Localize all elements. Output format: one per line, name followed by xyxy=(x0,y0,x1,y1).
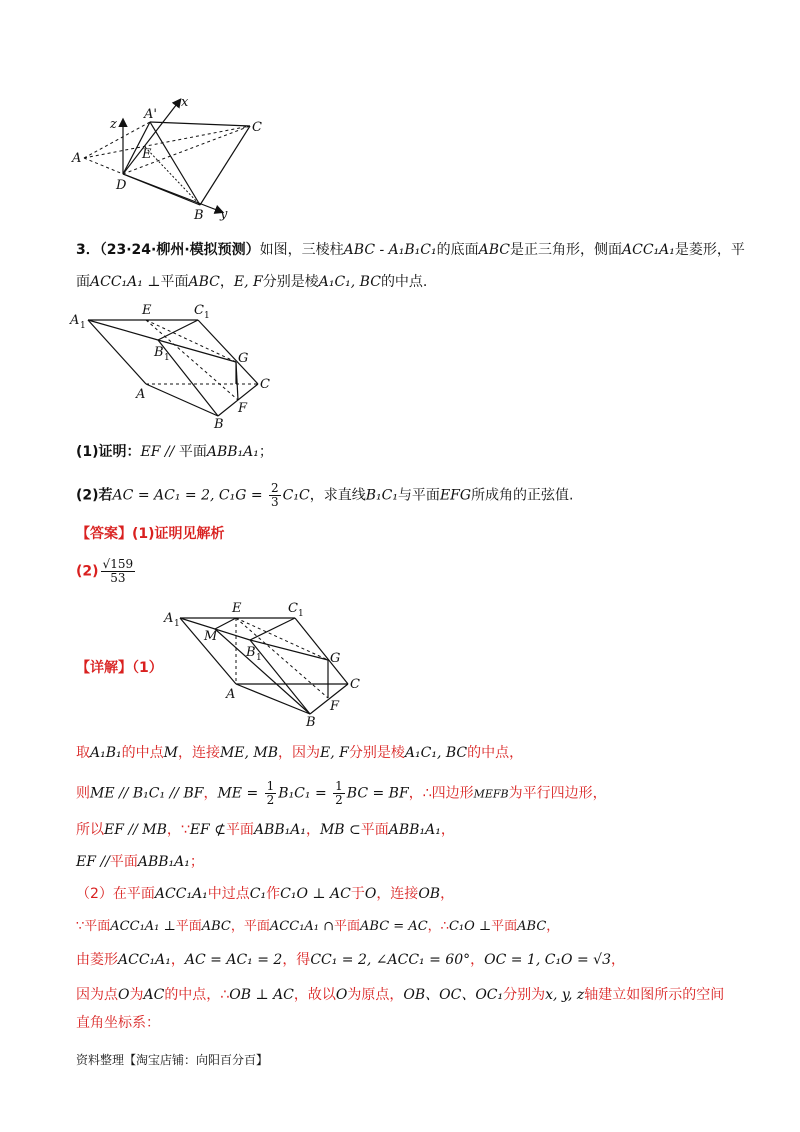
math: ME = xyxy=(217,785,263,802)
math: B₁C₁ = xyxy=(278,785,332,802)
detail-label: 【详解】 xyxy=(76,660,132,676)
detail-line-3 xyxy=(76,820,455,840)
label-a-prime: A' xyxy=(144,107,157,122)
text: ， xyxy=(170,952,185,968)
math: A₁B₁ xyxy=(90,745,122,761)
label-f: F xyxy=(330,699,340,714)
detail-line-9 xyxy=(76,1013,160,1033)
math: A₁C₁, BC xyxy=(318,274,381,290)
math: B₁C₁ xyxy=(365,487,398,504)
detail-line-2 xyxy=(76,780,607,807)
denominator: 2 xyxy=(335,793,343,807)
answer-fraction xyxy=(101,558,136,585)
text: ； xyxy=(258,444,273,460)
text: 如图，三棱柱 xyxy=(259,242,344,258)
text: 由菱形 xyxy=(76,952,118,968)
text: 平面 xyxy=(160,274,189,290)
label-d: D xyxy=(116,178,127,193)
answer-part2 xyxy=(76,558,137,585)
label-f: F xyxy=(238,401,248,416)
label-a: A xyxy=(72,151,82,166)
math: ACC₁A₁ ∩ xyxy=(269,919,335,934)
figure-prism xyxy=(68,298,288,430)
math: OC = 1, C₁O = √3 xyxy=(484,952,611,968)
math: ACC₁A₁ ⊥ xyxy=(110,919,176,934)
problem-source: （23·24·柳州·模拟预测） xyxy=(99,242,260,258)
math: ACC₁A₁ xyxy=(118,952,171,968)
text: 为 xyxy=(129,987,144,1003)
math: E, F xyxy=(233,274,263,290)
numerator: √159 xyxy=(102,557,134,571)
math: O xyxy=(118,987,130,1003)
math: O xyxy=(364,886,377,902)
math: MB ⊂ xyxy=(319,822,361,838)
text: 为原点， xyxy=(347,987,404,1003)
detail-line-4 xyxy=(76,852,204,872)
label-z: z xyxy=(110,117,117,132)
math: ME // B₁C₁ // BF xyxy=(90,785,204,802)
detail-header xyxy=(76,658,163,678)
text: 的底面 xyxy=(436,242,479,258)
math: C₁O ⊥ xyxy=(448,919,492,934)
math: CC₁ = 2, ∠ACC₁ = 60° xyxy=(310,952,471,968)
math: EFG xyxy=(439,487,472,504)
math: ACC₁A₁ xyxy=(622,242,675,258)
math: OB xyxy=(418,886,441,902)
text: 为平行四边形， xyxy=(508,785,607,802)
label-c: C xyxy=(252,120,262,135)
label-c: C xyxy=(350,677,360,692)
text: (2) xyxy=(76,563,99,580)
label-b: B xyxy=(306,715,316,730)
text: ， xyxy=(440,886,455,902)
text: ，∴ xyxy=(427,919,449,934)
subscript: 1 xyxy=(80,321,86,331)
math: AC = AC₁ = 2 xyxy=(184,952,283,968)
text: ，∵ xyxy=(166,822,190,838)
detail-part: （1） xyxy=(132,660,163,676)
label-a1: A xyxy=(70,313,80,328)
math: A₁C₁, BC xyxy=(404,745,468,761)
math: ABC - A₁B₁C₁ xyxy=(343,242,437,258)
math: x, y, z xyxy=(545,987,585,1003)
text: 作 xyxy=(266,886,281,902)
math: EF // xyxy=(140,444,179,460)
answer-part1: (1)证明见解析 xyxy=(132,526,225,542)
label-c1: C xyxy=(194,303,204,318)
text: ，因为 xyxy=(278,745,321,761)
problem-line-1 xyxy=(76,240,745,260)
label-b: B xyxy=(214,417,224,430)
math: ABB₁A₁ xyxy=(206,444,259,460)
text: 平面 xyxy=(175,919,202,934)
text: 的中点 xyxy=(121,745,164,761)
text: 直角坐标系： xyxy=(76,1015,160,1031)
text: 所成角的正弦值. xyxy=(471,487,574,504)
math: C₁ xyxy=(249,886,267,902)
label-b1: B xyxy=(246,645,256,660)
detail-line-6 xyxy=(76,917,559,937)
label-a: A xyxy=(136,387,146,402)
text: 所以 xyxy=(76,822,104,838)
detail-line-5 xyxy=(76,884,454,904)
math: AC xyxy=(143,987,165,1003)
text: ， xyxy=(305,822,320,838)
text: 中过点 xyxy=(207,886,250,902)
detail-line-1 xyxy=(76,743,523,763)
figure-coordinate-pyramid xyxy=(70,92,280,222)
math: ACC₁A₁ xyxy=(154,886,208,902)
math: MEFB xyxy=(473,787,509,801)
text: 的中点. xyxy=(380,274,428,290)
label-e: E xyxy=(142,147,152,162)
math: ACC₁A₁ ⊥ xyxy=(90,274,161,290)
denominator: 3 xyxy=(271,495,279,509)
math: OB、OC、OC₁ xyxy=(403,987,504,1003)
math: ABB₁A₁ xyxy=(137,854,190,870)
text: 分别是棱 xyxy=(348,745,405,761)
label-b1: B xyxy=(154,345,164,360)
text: ， xyxy=(219,274,234,290)
text: 平面 xyxy=(109,854,138,870)
subscript: 1 xyxy=(164,353,170,363)
detail-line-8 xyxy=(76,985,724,1005)
text: ∵平面 xyxy=(76,919,111,934)
math: E, F xyxy=(320,745,349,761)
label-g: G xyxy=(330,651,341,666)
label-c: C xyxy=(260,377,270,392)
subscript: 1 xyxy=(298,609,304,619)
text: 取 xyxy=(76,745,90,761)
text: 轴建立如图所示的空间 xyxy=(584,987,725,1003)
numerator: 1 xyxy=(335,779,343,793)
math: ABC xyxy=(517,919,547,934)
label-e: E xyxy=(232,601,242,616)
math: OB ⊥ AC xyxy=(229,987,294,1003)
text: ，求直线 xyxy=(309,487,366,504)
math: ABC = AC xyxy=(360,919,428,934)
text: （2）在平面 xyxy=(76,886,155,902)
text: 平面 xyxy=(334,919,361,934)
math: EF // MB xyxy=(104,822,167,838)
text: ，得 xyxy=(282,952,311,968)
text: 则 xyxy=(76,785,90,802)
problem-number: 3． xyxy=(76,242,100,258)
q1-prefix: (1)证明： xyxy=(76,444,141,460)
label-m: M xyxy=(204,629,218,644)
answer-line xyxy=(76,524,225,544)
answer-label: 【答案】 xyxy=(76,526,132,542)
figure-prism-solution xyxy=(160,598,370,730)
text: ， xyxy=(611,952,625,968)
text: ，故以 xyxy=(293,987,336,1003)
math: ME, MB xyxy=(219,745,279,761)
label-a1: A xyxy=(164,611,174,626)
text: ； xyxy=(189,854,204,870)
detail-line-7 xyxy=(76,950,625,970)
fraction-half xyxy=(265,780,277,807)
text: 分别是棱 xyxy=(262,274,319,290)
math: C₁C xyxy=(282,487,310,504)
text: 平面 xyxy=(491,919,518,934)
footer-text: 资料整理【淘宝店铺：向阳百分百】 xyxy=(76,1053,269,1067)
text: 因为点 xyxy=(76,987,118,1003)
denominator: 2 xyxy=(266,793,275,807)
label-e: E xyxy=(142,303,152,318)
math: BC = BF xyxy=(346,785,409,802)
subscript: 1 xyxy=(204,311,210,321)
math: C₁O ⊥ AC xyxy=(280,886,351,902)
question-1 xyxy=(76,442,273,462)
label-x: x xyxy=(181,95,189,110)
text: ， xyxy=(203,785,218,802)
text: 的中点， xyxy=(467,745,524,761)
math: ABC xyxy=(478,242,510,258)
label-y: y xyxy=(220,207,228,222)
text: ，连接 xyxy=(177,745,220,761)
math: ABC xyxy=(201,919,231,934)
math: AC = AC₁ = 2, C₁G = xyxy=(112,487,268,504)
text: 平面 xyxy=(225,822,254,838)
math: ABC xyxy=(188,274,220,290)
q2-prefix: (2)若 xyxy=(76,487,113,504)
text: 平面 xyxy=(178,444,207,460)
text: ，∴四边形 xyxy=(408,785,474,802)
math: EF // xyxy=(76,854,110,870)
math: ABB₁A₁ xyxy=(388,822,441,838)
subscript: 1 xyxy=(174,619,180,629)
text: ，平面 xyxy=(230,919,270,934)
label-b: B xyxy=(194,208,204,222)
text: ，连接 xyxy=(376,886,419,902)
numerator: 2 xyxy=(271,481,279,495)
text: 面 xyxy=(76,274,90,290)
text: ， xyxy=(546,919,560,934)
math: M xyxy=(163,745,178,761)
text: 平面 xyxy=(360,822,389,838)
numerator: 1 xyxy=(266,779,275,793)
text: ， xyxy=(470,952,485,968)
fraction-half xyxy=(333,780,345,807)
label-g: G xyxy=(238,351,249,366)
text: ， xyxy=(440,822,455,838)
text: 的中点，∴ xyxy=(164,987,230,1003)
text: 是菱形，平 xyxy=(674,242,745,258)
label-a: A xyxy=(226,687,236,702)
question-2 xyxy=(76,482,574,509)
text: 于 xyxy=(350,886,365,902)
math: O xyxy=(335,987,348,1003)
math: EF ⊄ xyxy=(189,822,226,838)
problem-line-2 xyxy=(76,272,427,292)
text: 分别为 xyxy=(503,987,546,1003)
subscript: 1 xyxy=(256,653,262,663)
math: ABB₁A₁ xyxy=(253,822,306,838)
text: 与平面 xyxy=(397,487,440,504)
fraction xyxy=(269,482,281,509)
label-c1: C xyxy=(288,601,298,616)
denominator: 53 xyxy=(110,571,126,585)
text: 是正三角形，侧面 xyxy=(510,242,622,258)
